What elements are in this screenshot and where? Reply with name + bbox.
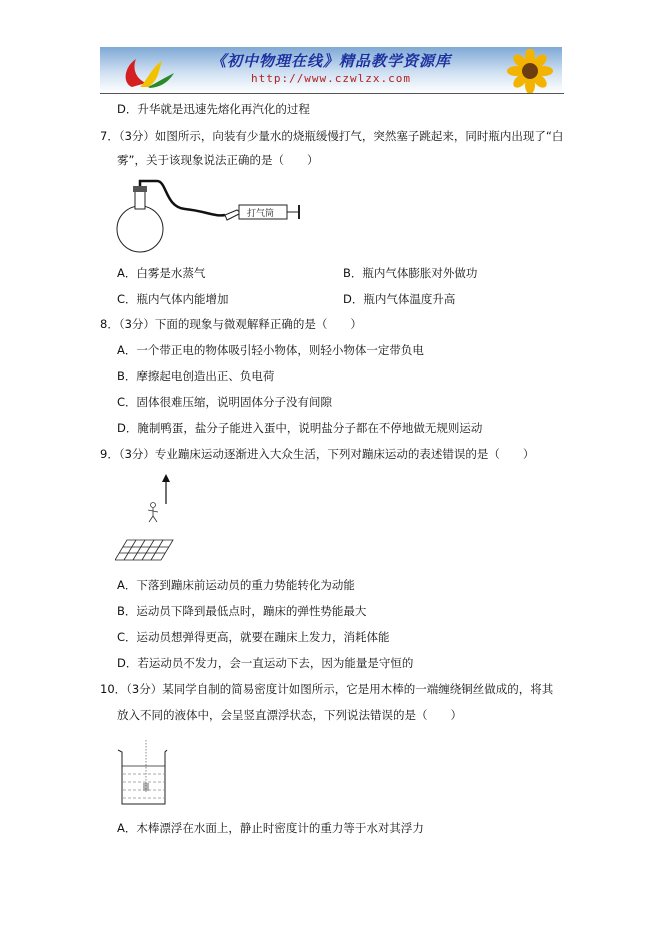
banner-divider	[100, 93, 564, 94]
q6-option-d: D．升华就是迅速先熔化再汽化的过程	[117, 102, 310, 116]
q7-option-c: C．瓶内气体内能增加	[117, 292, 229, 306]
q9-option-d: D．若运动员不发力，会一直运动下去，因为能量是守恒的	[117, 656, 414, 670]
pump-label: 打气筒	[247, 209, 275, 219]
q8-stem: 8．（3分）下面的现象与微观解释正确的是（ ）	[100, 317, 362, 331]
q7-stem-line1: 7．（3分）如图所示，向装有少量水的烧瓶缓慢打气，突然塞子跳起来，同时瓶内出现了“白	[100, 129, 564, 143]
q8-option-b: B．摩擦起电创造出正、负电荷	[117, 369, 275, 383]
q7-option-d: D．瓶内气体温度升高	[343, 292, 456, 306]
q8-option-d: D．腌制鸭蛋，盐分子能进入蛋中，说明盐分子都在不停地做无规则运动	[117, 421, 483, 435]
header-banner	[100, 47, 562, 93]
q8-option-c: C．固体很难压缩，说明固体分子没有间隙	[117, 395, 333, 409]
q10-stem-line1: 10．（3分）某同学自制的简易密度计如图所示，它是用木棒的一端缠绕铜丝做成的，将其	[100, 682, 554, 696]
q8-option-a: A．一个带正电的物体吸引轻小物体，则轻小物体一定带负电	[117, 343, 424, 357]
q7-flask-pump-figure	[115, 177, 305, 255]
q10-option-a: A．木棒漂浮在水面上，静止时密度计的重力等于水对其浮力	[117, 821, 424, 835]
q7-stem-line2: 雾”，关于该现象说法正确的是（ ）	[117, 153, 319, 167]
q9-option-b: B．运动员下降到最低点时，蹦床的弹性势能最大	[117, 604, 367, 618]
q10-stem-line2: 放入不同的液体中，会呈竖直漂浮状态，下列说法错误的是（ ）	[117, 708, 462, 722]
banner-url[interactable]: http://www.czwlzx.com	[250, 72, 412, 85]
q7-option-b: B．瓶内气体膨胀对外做功	[343, 266, 478, 280]
q10-beaker-figure	[115, 738, 169, 808]
q7-option-a: A．白雾是水蒸气	[117, 266, 206, 280]
q9-option-c: C．运动员想弹得更高，就要在蹦床上发力，消耗体能	[117, 630, 390, 644]
q9-option-a: A．下落到蹦床前运动员的重力势能转化为动能	[117, 578, 355, 592]
q9-trampoline-figure	[115, 472, 175, 564]
q9-stem: 9．（3分）专业蹦床运动逐渐进入大众生活，下列对蹦床运动的表述错误的是（ ）	[100, 447, 535, 461]
sunflower-icon	[500, 49, 560, 93]
banner-title: 《初中物理在线》精品教学资源库	[210, 52, 451, 70]
